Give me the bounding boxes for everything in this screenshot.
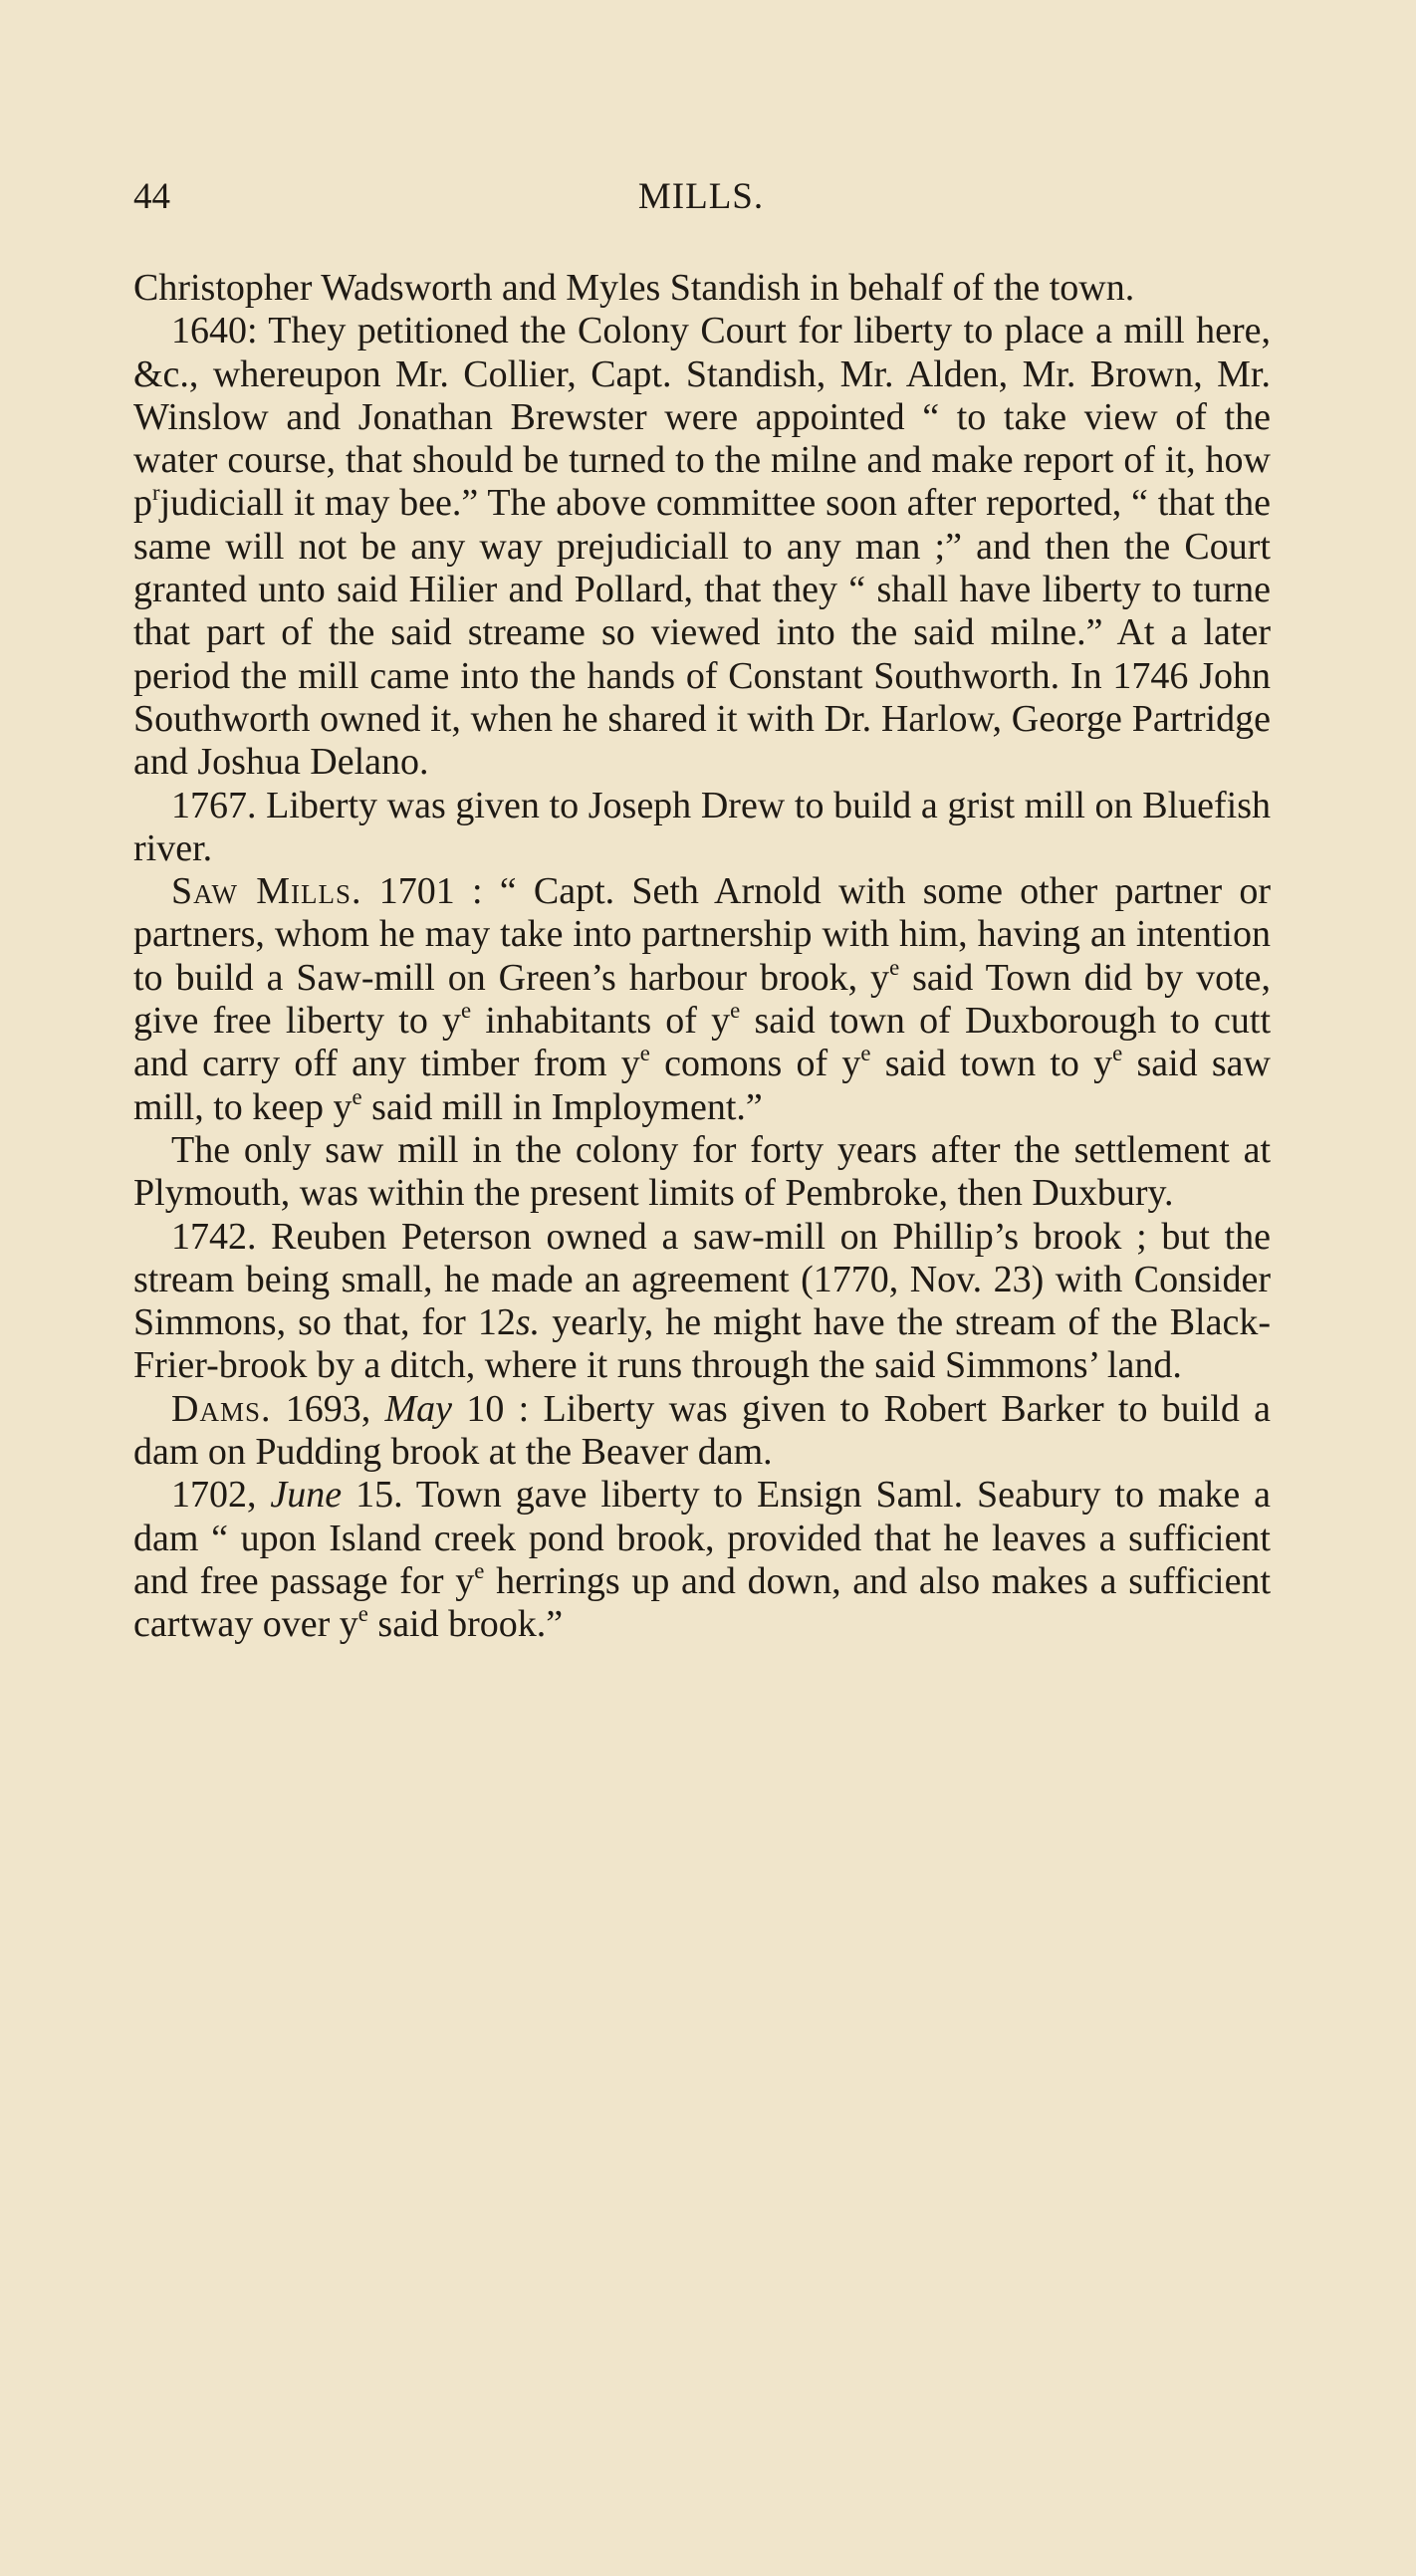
paragraph-1702: 1702, June 15. Town gave liberty to Ensign Saml. Seabury to make a dam “ upon Island creek pond brook, provided that he leaves a sufficient and free passage for $y^e$ herrings up and down, and also makes a sufficient cartway over $y^e$ said brook.”: [133, 1474, 1272, 1646]
paragraph-saw-mills: Saw Mills. 1701 : “ Capt. Seth Arnold with some other partner or partners, whom he may take into partnership with him, having an intention to build a Saw-mill on Green’s harbour brook, $y^e$ said Town did by vote, give free liberty to $y^e$ inhabitants of $y^e$ said town of Duxborough to cutt and carry off any timber from $y^e$ comons of $y^e$ said town to $y^e$ said saw mill, to keep $y^e$ said mill in Imployment.”: [133, 870, 1272, 1128]
paragraph-1: Christopher Wadsworth and Myles Standish in behalf of the town.: [133, 267, 1135, 309]
paragraph-only-saw-mill: The only saw mill in the colony for forty years after the settlement at Plymouth, was within the present limits of Pembroke, then Duxbury.: [133, 1128, 1271, 1215]
section-heading-saw-mills: Saw Mills.: [171, 870, 362, 913]
body-text: [133, 267, 1271, 1647]
page-number: 44: [133, 176, 170, 217]
running-head: MILLS.: [637, 176, 765, 217]
page-header: [133, 175, 1269, 225]
section-heading-dams: Dams.: [171, 1387, 272, 1430]
paragraph-1640: 1640: They petitioned the Colony Court for liberty to place a mill here, &c., whereupon Mr. Collier, Capt. Standish, Mr. Alden, Mr. Brown, Mr. Winslow and Jonathan Brewster were appointed “ to take view of the water course, that should be turned to the milne and make report of it, how $p^rjudiciall$ it may bee.” The above committee soon after reported, “ that the same will not be any way prejudiciall to any man ;” and then the Court granted unto said Hilier and Pollard, that they “ shall have liberty to turne that part of the said streame so viewed into the said milne.” At a later period the mill came into the hands of Constant Southworth. In 1746 John Southworth owned it, when he shared it with Dr. Harlow, George Partridge and Joshua Delano.: [133, 310, 1271, 784]
paragraph-1767: 1767. Liberty was given to Joseph Drew to build a grist mill on Bluefish river.: [133, 784, 1271, 869]
paragraph-dams: Dams. 1693, May 10 : Liberty was given to Robert Barker to build a dam on Pudding brook at the Beaver dam.: [133, 1387, 1271, 1474]
paragraph-1742: 1742. Reuben Peterson owned a saw-mill on Phillip’s brook ; but the stream being small, he made an agreement (1770, Nov. 23) with Consider Simmons, so that, for 12s. yearly, he might have the stream of the Black-Frier-brook by a ditch, where it runs through the said Simmons’ land.: [133, 1215, 1271, 1387]
